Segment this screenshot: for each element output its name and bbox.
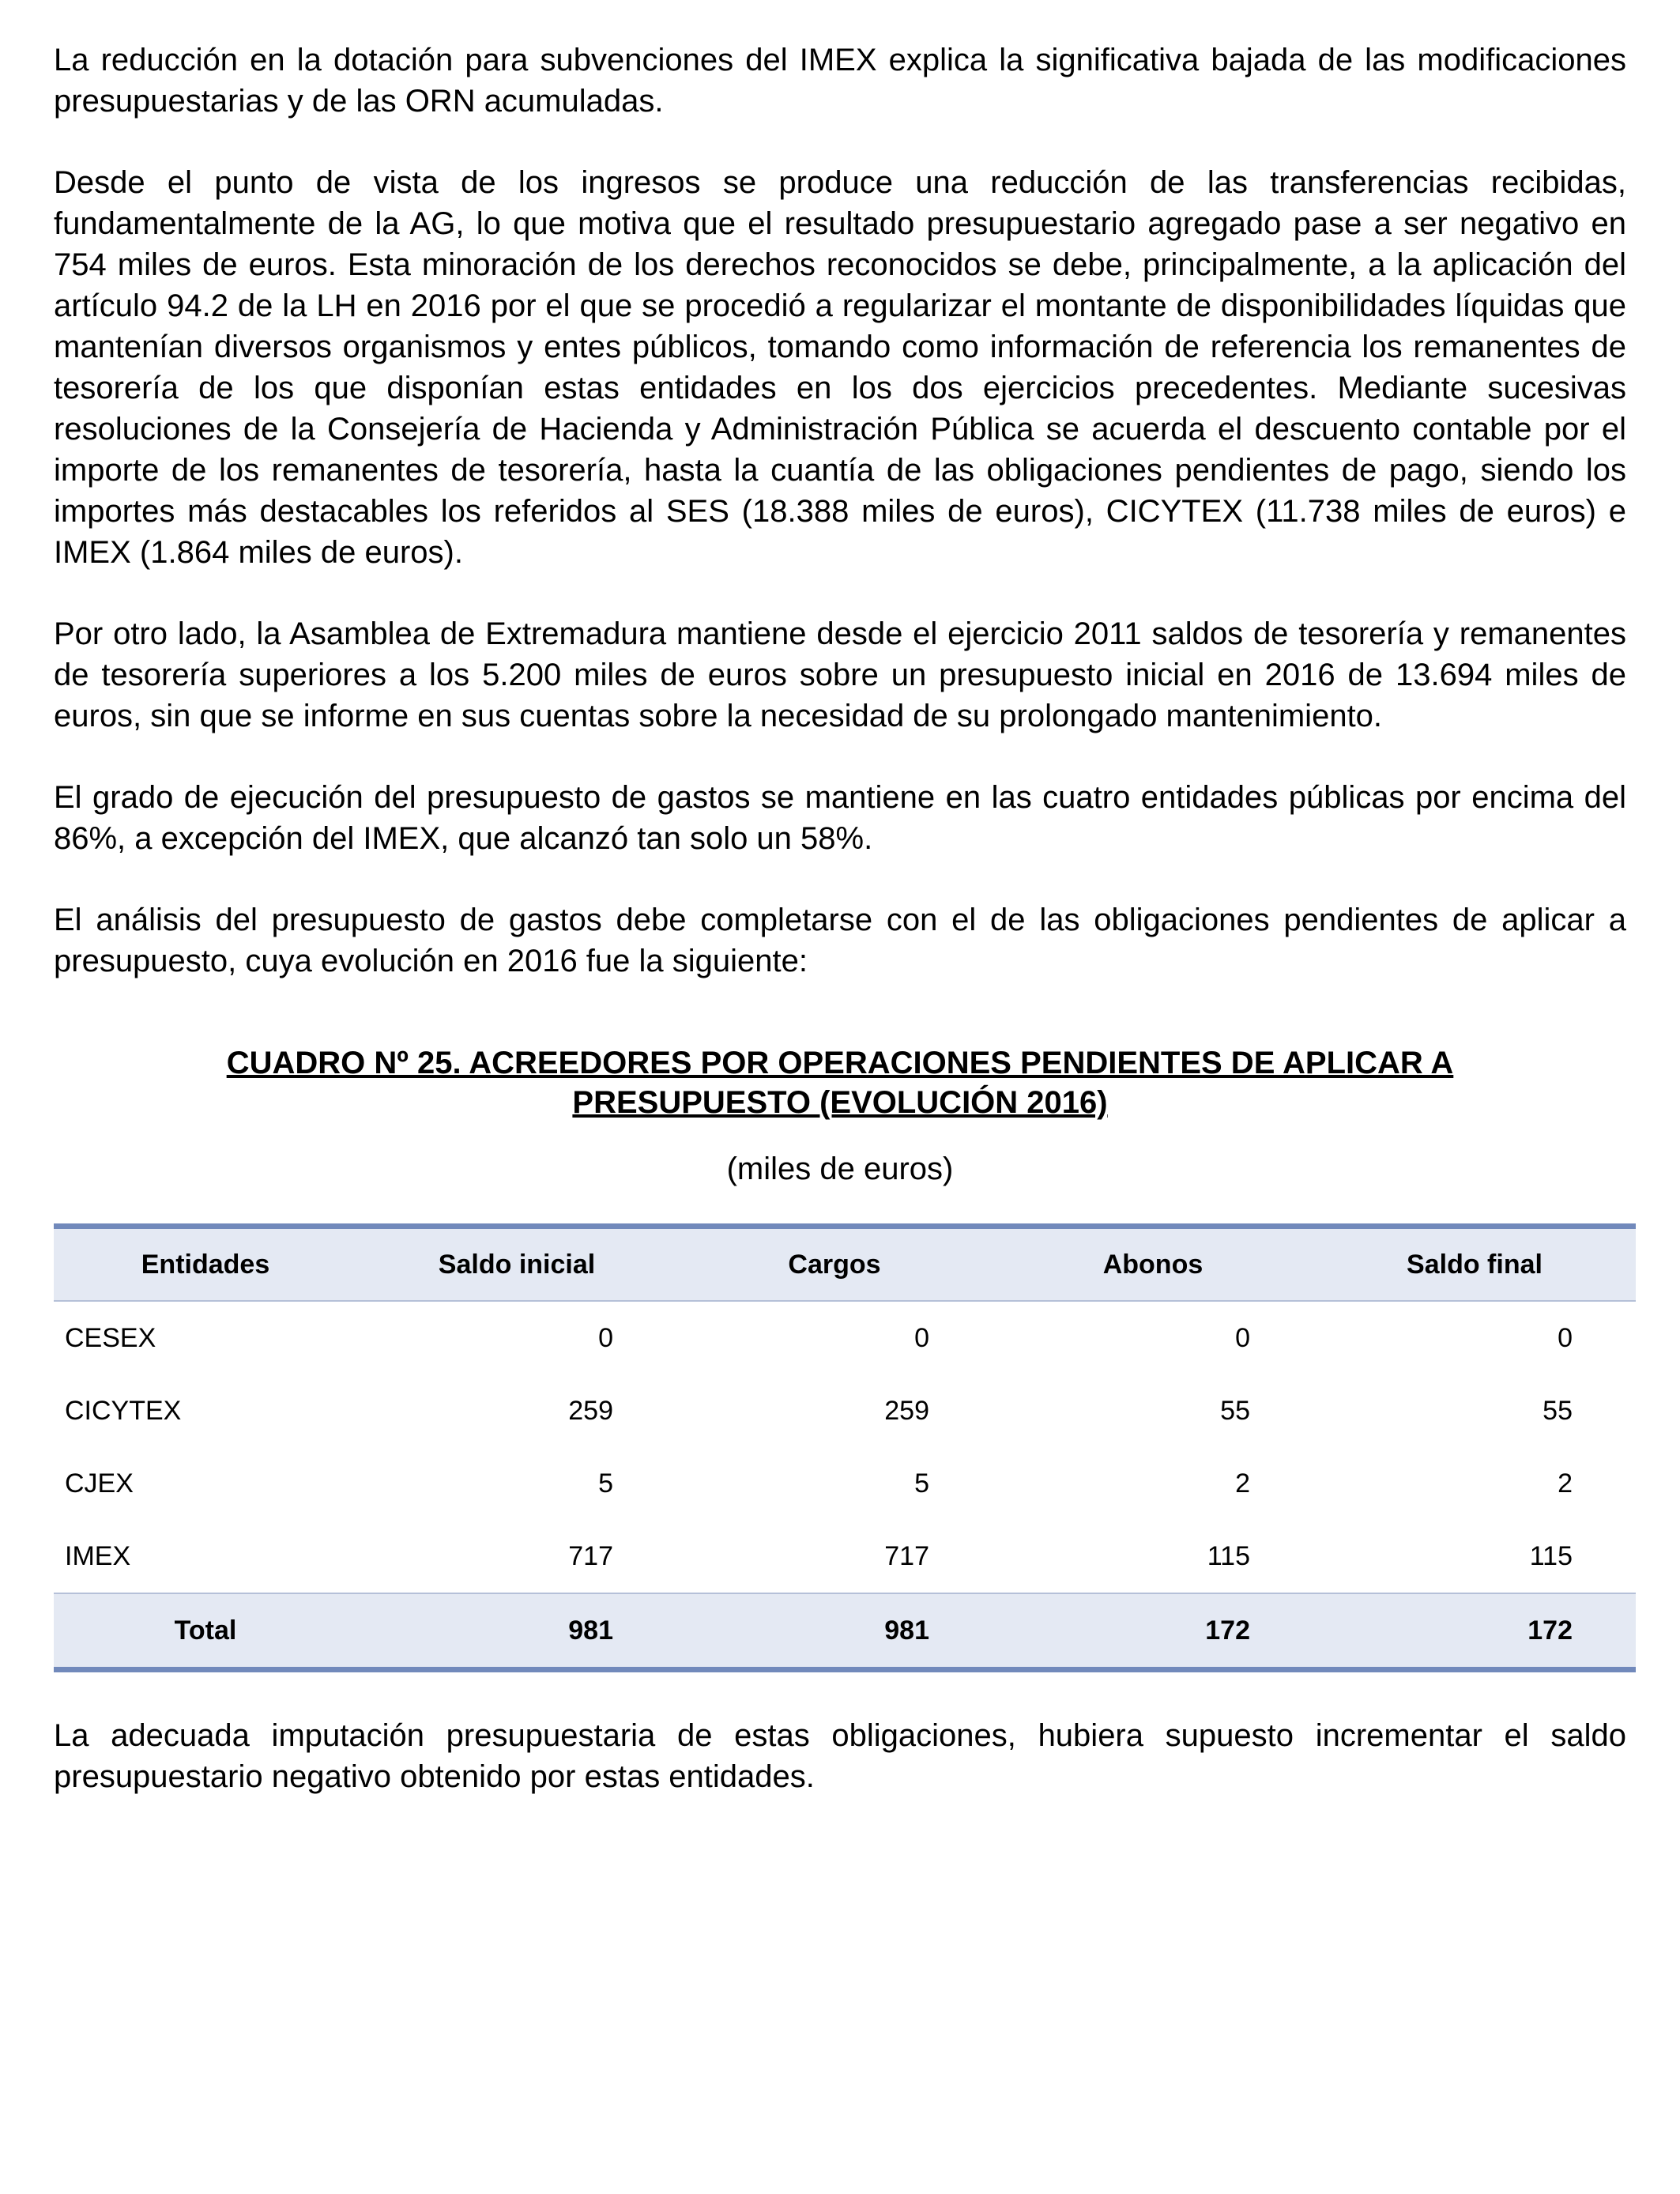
table-header-row (54, 1227, 1636, 1302)
header-saldo-final: Saldo final (1313, 1227, 1636, 1302)
cell-entidad: CJEX (65, 1468, 134, 1498)
total-saldo-final: 172 (1313, 1593, 1636, 1670)
header-entidades: Entidades (54, 1227, 357, 1302)
cell-saldo-inicial: 0 (598, 1322, 613, 1353)
cell-saldo-inicial: 5 (598, 1468, 613, 1498)
table-row (54, 1301, 1636, 1374)
cell-entidad: CESEX (65, 1322, 156, 1353)
table-total-row (54, 1593, 1636, 1670)
cell-abonos: 2 (1235, 1468, 1250, 1498)
cell-saldo-final: 2 (1558, 1468, 1573, 1498)
paragraph-4: El grado de ejecución del presupuesto de gastos se mantiene en las cuatro entidades públicas por encima del 86%, a excepción del IMEX, que alcanzó tan solo un 58%. (54, 780, 1626, 856)
document-page (54, 40, 1626, 1838)
cell-abonos: 55 (1220, 1395, 1250, 1426)
total-saldo-inicial: 981 (357, 1593, 676, 1670)
header-cargos: Cargos (676, 1227, 993, 1302)
cell-entidad: IMEX (65, 1540, 131, 1571)
total-label: Total (54, 1593, 357, 1670)
paragraph-2: Desde el punto de vista de los ingresos se produce una reducción de las transferencias recibidas, fundamentalmente de la AG, lo que motiva que el resultado presupuestario agregado pase a ser negativo en 754 miles de euros. Esta minoración de los derechos reconocidos se debe, principalmente, a la aplicación del artículo 94.2 de la LH en 2016 por el que se procedió a regularizar el montante de disponibilidades líquidas que mantenían diversos organismos y entes públicos, tomando como información de referencia los remanentes de tesorería de los que disponían estas entidades en los dos ejercicios precedentes. Mediante sucesivas resoluciones de la Consejería de Hacienda y Administración Pública se acuerda el descuento contable por el importe de los remanentes de tesorería, hasta la cuantía de las obligaciones pendientes de pago, siendo los importes más destacables los referidos al SES (18.388 miles de euros), CICYTEX (11.738 miles de euros) e IMEX (1.864 miles de euros). (54, 165, 1626, 570)
closing-paragraph: La adecuada imputación presupuestaria de estas obligaciones, hubiera supuesto incrementar el saldo presupuestario negativo obtenido por estas entidades. (54, 1718, 1626, 1794)
cell-abonos: 0 (1235, 1322, 1250, 1353)
cell-saldo-inicial: 259 (568, 1395, 613, 1426)
paragraph-1: La reducción en la dotación para subvenciones del IMEX explica la significativa bajada de las modificaciones presupuestarias y de las ORN acumuladas. (54, 43, 1626, 119)
cell-saldo-inicial: 717 (568, 1540, 613, 1571)
table-subtitle: (miles de euros) (726, 1152, 954, 1186)
total-cargos: 981 (676, 1593, 993, 1670)
table-title-line-1: CUADRO Nº 25. ACREEDORES POR OPERACIONES PENDIENTES DE APLICAR A (226, 1046, 1454, 1080)
creditors-table (54, 1223, 1636, 1672)
cell-saldo-final: 0 (1558, 1322, 1573, 1353)
total-abonos: 172 (993, 1593, 1313, 1670)
cell-cargos: 717 (884, 1540, 929, 1571)
cell-entidad: CICYTEX (65, 1395, 182, 1426)
paragraph-5: El análisis del presupuesto de gastos debe completarse con el de las obligaciones pendientes de aplicar a presupuesto, cuya evolución en 2016 fue la siguiente: (54, 903, 1626, 978)
cell-cargos: 259 (884, 1395, 929, 1426)
header-saldo-inicial: Saldo inicial (357, 1227, 676, 1302)
table-title (54, 1043, 1626, 1122)
cell-cargos: 5 (914, 1468, 929, 1498)
paragraph-3: Por otro lado, la Asamblea de Extremadura mantiene desde el ejercicio 2011 saldos de tesorería y remanentes de tesorería superiores a los 5.200 miles de euros sobre un presupuesto inicial en 2016 de 13.694 miles de euros, sin que se informe en sus cuentas sobre la necesidad de su prolongado mantenimiento. (54, 616, 1626, 733)
table-row (54, 1520, 1636, 1593)
table-row (54, 1374, 1636, 1447)
cell-abonos: 115 (1207, 1540, 1250, 1571)
header-abonos: Abonos (993, 1227, 1313, 1302)
cell-saldo-final: 115 (1529, 1540, 1573, 1571)
cell-cargos: 0 (914, 1322, 929, 1353)
cell-saldo-final: 55 (1543, 1395, 1573, 1426)
table-row (54, 1447, 1636, 1520)
table-title-line-2: PRESUPUESTO (EVOLUCIÓN 2016) (572, 1085, 1108, 1120)
